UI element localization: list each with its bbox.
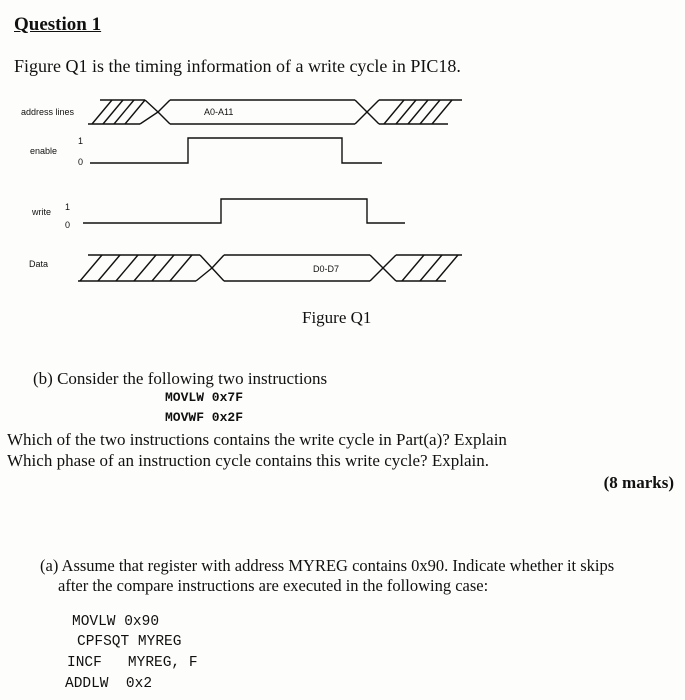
timing-diagram [0, 0, 685, 340]
code-line: MOVLW 0x90 [72, 614, 160, 630]
marks-badge: (8 marks) [603, 473, 674, 492]
part-a-line: after the compare instructions are executed in the following case: [58, 576, 489, 595]
part-a-line: (a) Assume that register with address MYREG contains 0x90. Indicate whether it skips [40, 556, 615, 575]
data-bus-waveform [78, 255, 462, 281]
enable-high-level: 1 [78, 136, 84, 146]
question-intro: Figure Q1 is the timing information of a write cycle in PIC18. [14, 56, 461, 76]
part-b-intro: (b) Consider the following two instructions [33, 369, 328, 388]
write-label: write [32, 207, 52, 217]
enable-low-level: 0 [78, 157, 84, 167]
enable-label: enable [30, 146, 58, 156]
address-bus-label: A0-A11 [204, 107, 234, 117]
figure-caption: Figure Q1 [302, 308, 372, 327]
address-bus-waveform [88, 100, 462, 124]
code-line: INCF MYREG, F [67, 655, 198, 671]
enable-waveform [90, 138, 382, 163]
code-line: ADDLW 0x2 [65, 676, 153, 692]
question-title: Question 1 [14, 14, 102, 35]
data-bus-label: D0-D7 [313, 264, 340, 274]
write-low-level: 0 [65, 220, 71, 230]
write-high-level: 1 [65, 202, 71, 212]
address-lines-label: address lines [21, 107, 75, 117]
instruction-line: MOVWF 0x2F [165, 410, 244, 425]
part-b-question: Which of the two instructions contains the write cycle in Part(a)? Explain [7, 430, 507, 449]
write-waveform [83, 199, 405, 223]
code-line: CPFSQT MYREG [77, 634, 182, 650]
instruction-line: MOVLW 0x7F [165, 390, 244, 405]
part-b-question: Which phase of an instruction cycle contains this write cycle? Explain. [7, 451, 489, 470]
data-label: Data [29, 259, 49, 269]
